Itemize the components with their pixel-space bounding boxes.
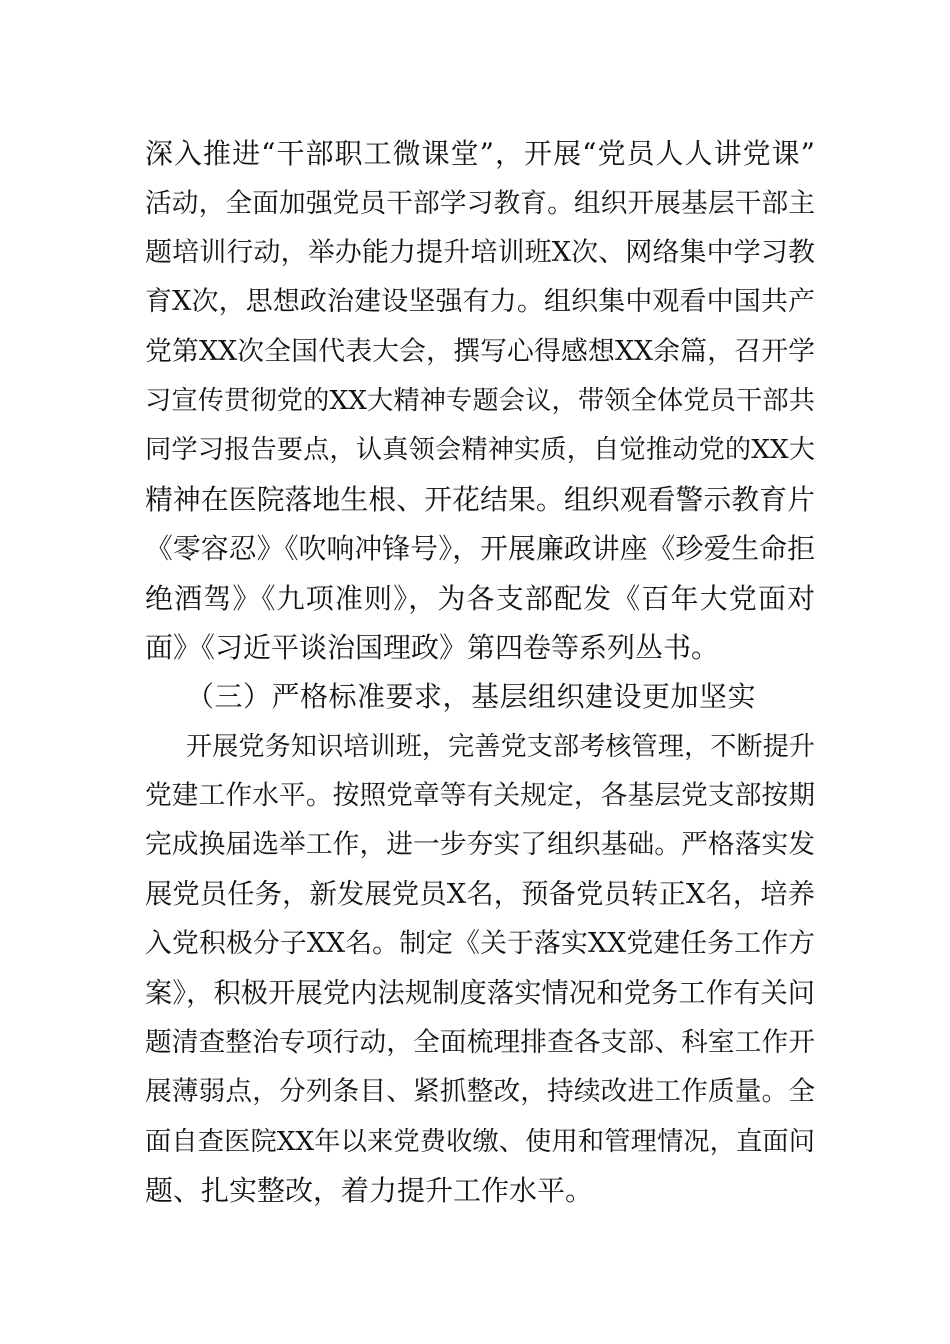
paragraph-1-line-8: 精神在医院落地生根、开花结果。组织观看警示教育片 [145,483,815,516]
paragraph-1-line-4: 育X次，思想政治建设坚强有力。组织集中观看中国共产 [145,286,815,317]
paragraph-1-line-1: 深入推进“干部职工微课堂”，开展“党员人人讲党课” [145,137,815,170]
paragraph-2-line-8: 展薄弱点，分列条目、紧抓整改，持续改进工作质量。全 [145,1076,815,1107]
paragraph-1-line-7: 同学习报告要点，认真领会精神实质，自觉推动党的XX大 [145,435,815,465]
paragraph-1-line-5: 党第XX次全国代表大会，撰写心得感想XX余篇，召开学 [145,336,815,367]
paragraph-2-line-7: 题清查整治专项行动，全面梳理排查各支部、科室工作开 [145,1027,815,1058]
paragraph-1-line-3: 题培训行动，举办能力提升培训班X次、网络集中学习教 [145,237,815,268]
paragraph-1-line-2: 活动，全面加强党员干部学习教育。组织开展基层干部主 [145,188,815,219]
paragraph-2-line-6: 案》，积极开展党内法规制度落实情况和党务工作有关问 [145,978,815,1009]
paragraph-2-line-1: 开展党务知识培训班，完善党支部考核管理，不断提升 [186,732,815,762]
paragraph-1-line-9: 《零容忍》《吹响冲锋号》，开展廉政讲座《珍爱生命拒 [145,532,815,565]
paragraph-1-line-11: 面》《习近平谈治国理政》第四卷等系列丛书。 [145,631,720,664]
paragraph-2-line-5: 入党积极分子XX名。制定《关于落实XX党建任务工作方 [145,928,815,959]
paragraph-2-line-2: 党建工作水平。按照党章等有关规定，各基层党支部按期 [145,780,815,811]
paragraph-2-line-4: 展党员任务，新发展党员X名，预备党员转正X名，培养 [145,879,815,910]
paragraph-1-line-10: 绝酒驾》《九项准则》，为各支部配发《百年大党面对 [145,582,815,615]
paragraph-1-line-6: 习宣传贯彻党的XX大精神专题会议，带领全体党员干部共 [145,386,815,416]
paragraph-2-line-9: 面自查医院XX年以来党费收缴、使用和管理情况，直面问 [145,1127,815,1157]
section-heading: （三）严格标准要求，基层组织建设更加坚实 [186,680,757,713]
paragraph-2-line-10: 题、扎实整改，着力提升工作水平。 [145,1174,594,1207]
paragraph-2-line-3: 完成换届选举工作，进一步夯实了组织基础。严格落实发 [145,829,815,860]
